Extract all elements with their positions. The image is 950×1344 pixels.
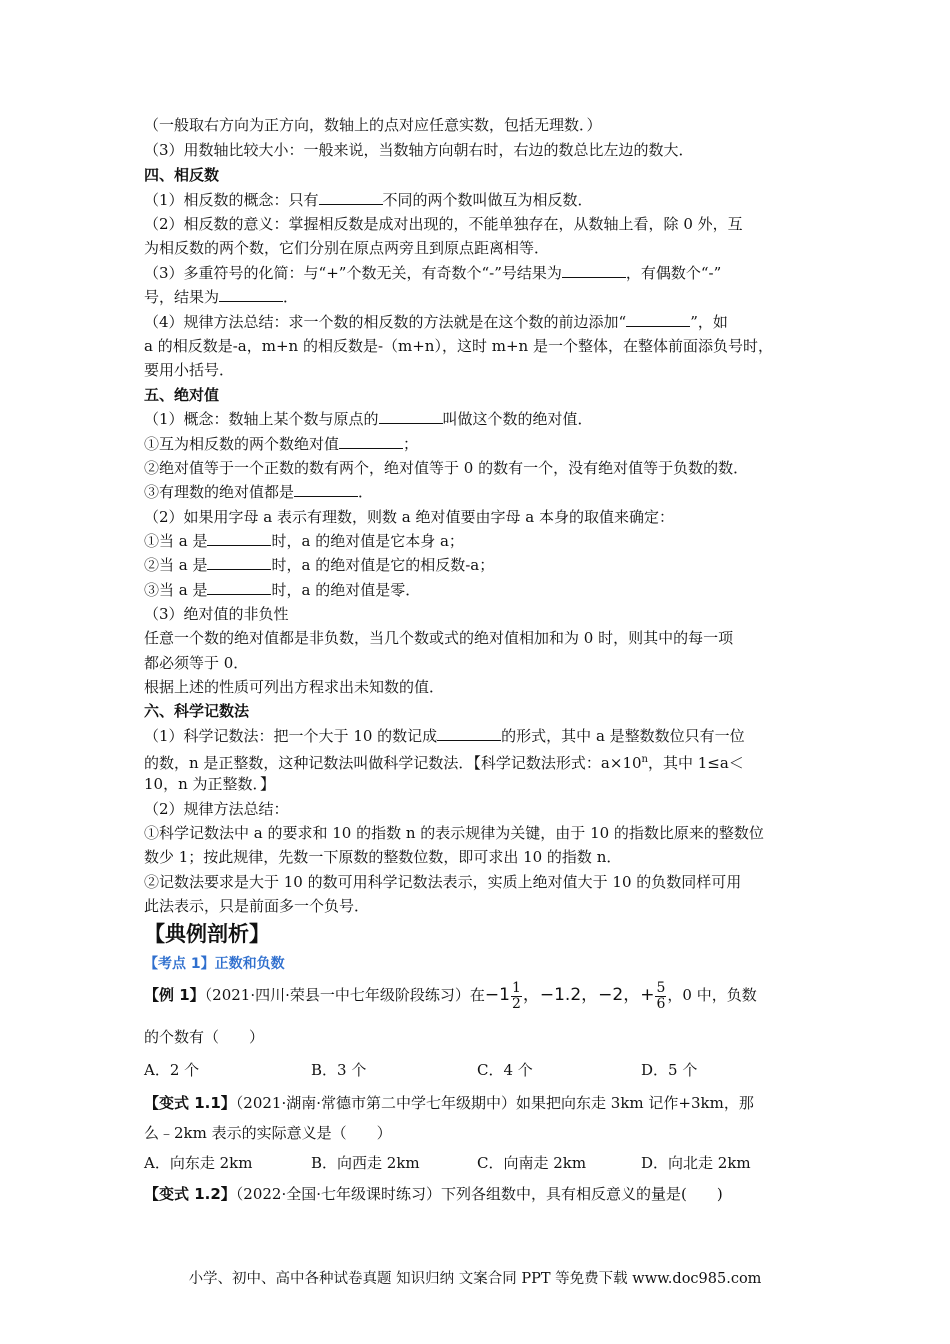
example-label: 【例 1】 <box>144 986 205 1004</box>
text-line <box>144 434 418 454</box>
section-heading: 六、科学记数法 <box>144 702 250 720</box>
text-line: （3）绝对值的非负性 <box>144 605 289 623</box>
text-span: 号，结果为 <box>144 288 220 306</box>
text-span: （1）概念：数轴上某个数与原点的 <box>144 410 379 428</box>
kaodian-label: 【考点 1】正数和负数 <box>144 956 285 972</box>
text-line: ②记数法要求是大于 10 的数可用科学记数法表示，实质上绝对值大于 10 的负数同样可用 <box>144 873 742 891</box>
option-d[interactable]: D．5 个 <box>641 1061 698 1079</box>
blank-line <box>379 409 443 424</box>
text-line <box>144 263 721 283</box>
text-line <box>144 555 494 575</box>
text-span: ，其中 1≤a＜ <box>647 754 744 772</box>
option-a[interactable]: A．向东走 2km <box>144 1154 253 1172</box>
text-span: 时，a 的绝对值是零． <box>271 581 421 599</box>
example-1-options <box>144 1060 824 1080</box>
blank-line <box>207 555 271 570</box>
section-heading: 五、绝对值 <box>144 386 220 404</box>
variant-1-2-question <box>144 1184 723 1204</box>
option-c[interactable]: C．向南走 2km <box>477 1154 587 1172</box>
text-span: 时，a 的绝对值是它的相反数-a； <box>271 556 495 574</box>
text-span: （2021·四川·荣县一中七年级阶段练习）在 <box>204 986 485 1004</box>
text-line: （一般取右方向为正方向，数轴上的点对应任意实数，包括无理数．） <box>144 116 602 134</box>
text-span: 时，a 的绝对值是它本身 a； <box>271 532 464 550</box>
text-line <box>144 409 593 429</box>
text-line <box>144 190 593 210</box>
math-text: −1 <box>484 985 510 1005</box>
fraction-numerator: 5 <box>656 979 666 996</box>
blank-line <box>319 190 383 205</box>
blank-line <box>294 482 358 497</box>
text-line: 数少 1；按此规律，先数一下原数的整数位数，即可求出 10 的指数 n． <box>144 848 622 866</box>
blank-line <box>207 531 271 546</box>
text-span: 不同的两个数叫做互为相反数． <box>382 191 593 209</box>
text-span: ③有理数的绝对值都是 <box>144 483 295 501</box>
text-line <box>144 750 744 773</box>
text-span: ③当 a 是 <box>144 581 208 599</box>
text-line: 都必须等于 0． <box>144 654 249 672</box>
text-line: 的个数有（ ） <box>144 1028 265 1046</box>
text-span: 的形式，其中 a 是整数数位只有一位 <box>501 727 745 745</box>
fraction-numerator: 1 <box>511 979 521 996</box>
text-line <box>144 531 464 551</box>
text-span: ①互为相反数的两个数绝对值 <box>144 435 340 453</box>
option-c[interactable]: C．4 个 <box>477 1061 533 1079</box>
blank-line <box>339 434 403 449</box>
section-title: 【典例剖析】 <box>144 922 270 946</box>
fraction <box>655 981 666 1012</box>
text-line <box>144 312 728 332</box>
exponent: n <box>641 754 648 765</box>
text-line: 为相反数的两个数，它们分别在原点两旁且到原点距离相等． <box>144 239 550 257</box>
variant-label: 【变式 1.2】 <box>144 1185 236 1203</box>
text-span: （1）相反数的概念：只有 <box>144 191 319 209</box>
text-span: （3）多重符号的化简：与“+”个数无关，有奇数个“-”号结果为 <box>144 264 562 282</box>
blank-line <box>626 312 690 327</box>
blank-line <box>437 726 501 741</box>
text-span: （4）规律方法总结：求一个数的相反数的方法就是在这个数的前边添加“ <box>144 313 627 331</box>
variant-label: 【变式 1.1】 <box>144 1094 236 1112</box>
blank-line <box>219 287 283 302</box>
text-span: 叫做这个数的绝对值． <box>442 410 593 428</box>
text-line: 么﹣2km 表示的实际意义是（ ） <box>144 1124 392 1142</box>
section-heading: 四、相反数 <box>144 166 220 184</box>
text-line <box>144 580 420 600</box>
text-span: ”，如 <box>690 313 728 331</box>
text-line: （2）相反数的意义：掌握相反数是成对出现的，不能单独存在，从数轴上看，除 0 外，互 <box>144 215 743 233</box>
page-footer: 小学、初中、高中各种试卷真题 知识归纳 文案合同 PPT 等免费下载 www.doc985.com <box>188 1271 762 1287</box>
option-a[interactable]: A．2 个 <box>144 1061 200 1079</box>
text-line: 此法表示，只是前面多一个负号． <box>144 897 370 915</box>
math-text: ，−1.2，−2，+ <box>522 985 655 1005</box>
variant-1-1-options <box>144 1153 824 1173</box>
text-line: 10，n 为正整数．】 <box>144 775 276 793</box>
text-line: 根据上述的性质可列出方程求出未知数的值． <box>144 678 445 696</box>
text-span: ； <box>403 435 419 453</box>
fraction <box>511 981 522 1012</box>
blank-line <box>562 263 626 278</box>
text-line <box>144 287 298 307</box>
option-b[interactable]: B．向西走 2km <box>311 1154 420 1172</box>
text-line <box>144 726 745 746</box>
text-line: a 的相反数是-a，m+n 的相反数是-（m+n），这时 m+n 是一个整体，在整体前面添负号时， <box>144 337 773 355</box>
text-line: （2）规律方法总结： <box>144 800 289 818</box>
option-d[interactable]: D．向北走 2km <box>641 1154 751 1172</box>
example-1-question <box>144 980 757 1012</box>
text-line: 要用小括号． <box>144 361 235 379</box>
fraction-denominator: 6 <box>656 995 666 1012</box>
text-span: 的数，n 是正整数，这种记数法叫做科学记数法．【科学记数法形式：a×10 <box>144 754 642 772</box>
fraction-denominator: 2 <box>511 995 521 1012</box>
text-span: ，有偶数个“-” <box>625 264 722 282</box>
text-line: ②绝对值等于一个正数的数有两个，绝对值等于 0 的数有一个，没有绝对值等于负数的数． <box>144 459 749 477</box>
text-line: （2）如果用字母 a 表示有理数，则数 a 绝对值要由字母 a 本身的取值来确定： <box>144 508 674 526</box>
text-span: ，0 中，负数 <box>667 986 757 1004</box>
text-line: ①科学记数法中 a 的要求和 10 的指数 n 的表示规律为关键，由于 10 的指数比原来的整数位 <box>144 824 764 842</box>
blank-line <box>207 580 271 595</box>
variant-1-1-question <box>144 1093 754 1113</box>
option-b[interactable]: B．3 个 <box>311 1061 367 1079</box>
text-span: ①当 a 是 <box>144 532 208 550</box>
text-span: ． <box>358 483 374 501</box>
text-span: （1）科学记数法：把一个大于 10 的数记成 <box>144 727 438 745</box>
text-line: 任意一个数的绝对值都是非负数，当几个数或式的绝对值相加和为 0 时，则其中的每一项 <box>144 629 734 647</box>
text-line: （3）用数轴比较大小：一般来说，当数轴方向朝右时，右边的数总比左边的数大． <box>144 141 694 159</box>
text-span: （2022·全国·七年级课时练习）下列各组数中，具有相反意义的量是( ) <box>235 1185 723 1203</box>
text-span: （2021·湖南·常德市第二中学七年级期中）如果把向东走 3km 记作+3km，那 <box>235 1094 754 1112</box>
text-line <box>144 482 373 502</box>
text-span: ②当 a 是 <box>144 556 208 574</box>
text-span: ． <box>283 288 299 306</box>
